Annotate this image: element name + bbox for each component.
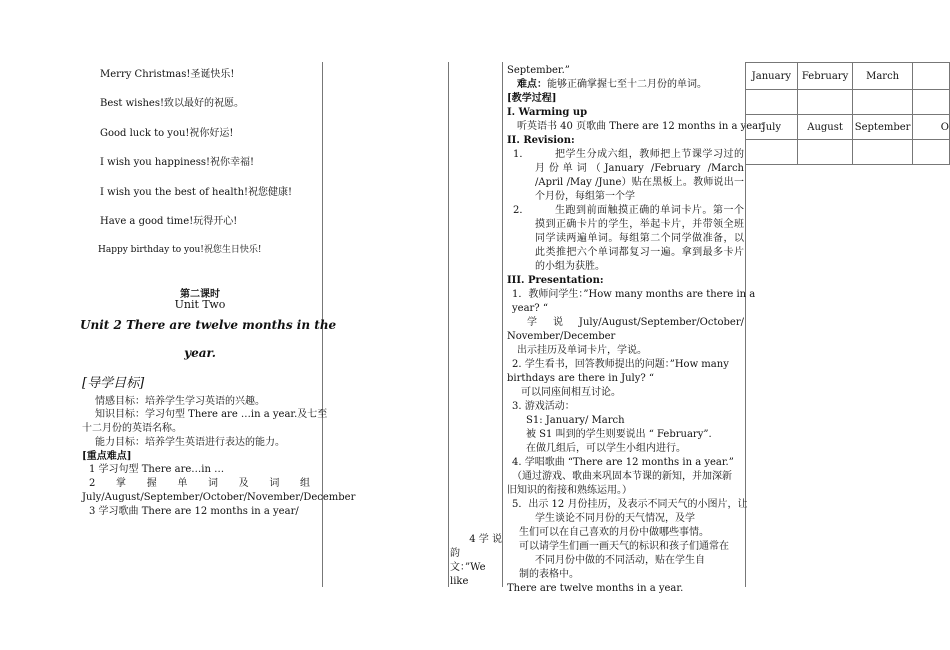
right-column xyxy=(507,64,765,596)
text-line: birthdays are there in July? “ xyxy=(507,373,655,384)
text-line: 2. 学生看书，回答教师提出的问题：”How many xyxy=(512,359,729,370)
difficulty-text: 能够正确掌握七至十二月份的单词。 xyxy=(547,79,707,90)
key-point-1: 1 学习句型 There are…in … xyxy=(89,464,225,475)
text-line: 学 说 July/August/September/October/ xyxy=(527,317,744,328)
text-line: September.” xyxy=(507,65,570,76)
objectives-heading: [导学目标] xyxy=(82,376,145,391)
month-cell: September xyxy=(853,115,913,140)
revision-step-1 xyxy=(507,148,744,204)
text-line: 3. 游戏活动： xyxy=(512,401,575,412)
key-point-2-months: July/August/September/October/November/December xyxy=(82,492,356,503)
objective-knowledge-cont: 十二月份的英语名称。 xyxy=(82,423,182,434)
text-line: 生们可以在自己喜欢的月份中做哪些事情。 xyxy=(519,527,709,538)
objective-ability: 能力目标：培养学生英语进行表达的能力。 xyxy=(95,437,285,448)
key-points-heading: [重点难点] xyxy=(82,451,132,462)
difficulty-label: 难点： xyxy=(517,79,547,90)
key-point-2-char: 掌 xyxy=(116,478,127,489)
text-line: year? “ xyxy=(512,303,548,314)
key-point-2-char: 单 xyxy=(177,478,188,489)
greeting-line: Best wishes!致以最好的祝愿。 xyxy=(100,98,244,109)
key-point-2-char: 握 xyxy=(146,478,157,489)
text-line: 被 S1 叫到的学生则要说出 “ February”. xyxy=(526,429,712,440)
text-line: There are twelve months in a year. xyxy=(507,583,684,594)
table-row xyxy=(746,90,950,115)
objective-knowledge: 知识目标：学习句型 There are …in a year.及七至 xyxy=(95,409,328,420)
month-cell: March xyxy=(853,63,913,90)
month-cell: August xyxy=(797,115,853,140)
empty-cell xyxy=(746,140,798,165)
greeting-line: I wish you the best of health!祝您健康! xyxy=(100,187,293,198)
text-line: 不同月份中做的不同活动，贴在学生自 xyxy=(535,555,705,566)
month-cell: O xyxy=(912,115,949,140)
text-line: November/December xyxy=(507,331,616,342)
unit-label: Unit Two xyxy=(174,298,226,311)
months-table xyxy=(745,62,950,165)
month-cell xyxy=(912,63,949,90)
empty-cell xyxy=(797,140,853,165)
presentation-heading: III. Presentation: xyxy=(507,275,604,286)
rhyme-label-line: 4 学 说 xyxy=(469,534,502,545)
step-text: 生跑到前面触摸正确的单词卡片。第一个摸到正确卡片的学生，举起卡片，并带领全班同学读两遍单词。每组第二个同学做准备，以此类推把六个单词都复习一遍。拿到最多卡片的小组为获胜。 xyxy=(535,205,744,272)
revision-step-2 xyxy=(507,204,744,274)
greeting-line: Happy birthday to you!祝您生日快乐! xyxy=(98,245,262,255)
rhyme-label xyxy=(450,533,502,589)
greeting-line: Have a good time!玩得开心! xyxy=(100,216,238,227)
process-heading: [教学过程] xyxy=(507,93,557,104)
key-point-2-char: 组 xyxy=(299,478,310,489)
empty-cell xyxy=(853,140,913,165)
warmup-text: 听英语书 40 页歌曲 There are 12 months in a year. xyxy=(517,121,765,132)
month-cell: January xyxy=(746,63,798,90)
text-line: 可以同座间相互讨论。 xyxy=(521,387,621,398)
step-number: 2． xyxy=(513,205,530,216)
text-line: 学生谈论不同月份的天气情况，及学 xyxy=(535,513,695,524)
table-row xyxy=(746,63,950,90)
key-point-2-char: 及 xyxy=(238,478,249,489)
text-line: （通过游戏、歌曲来巩固本节课的新知，并加深新 xyxy=(512,471,732,482)
greeting-line: I wish you happiness!祝你幸福! xyxy=(100,157,254,168)
warmup-heading: I. Warming up xyxy=(507,107,588,118)
text-line: 在做几组后，可以学生小组内进行。 xyxy=(526,443,686,454)
rhyme-label-line: 韵 xyxy=(450,548,460,559)
text-line: 4. 学唱歌曲 “There are 12 months in a year.” xyxy=(512,457,734,468)
key-point-2-char: 词 xyxy=(208,478,218,489)
greeting-line: Good luck to you!祝你好运! xyxy=(100,128,234,139)
objective-emotion: 情感目标：培养学生学习英语的兴趣。 xyxy=(95,396,265,407)
rhyme-label-line: like xyxy=(450,576,469,587)
step-text: 把学生分成六组，教师把上节课学习过的月份单词（January /February /March /April /May /June）贴在黑板上。教师说出一个月份，每组第一个学 xyxy=(535,149,744,202)
table-row xyxy=(746,140,950,165)
text-line: 制的表格中。 xyxy=(519,569,579,580)
key-point-2-char: 词 xyxy=(269,478,280,489)
empty-cell xyxy=(797,90,853,115)
table-row xyxy=(746,115,950,140)
text-line: 旧知识的衔接和熟练运用。） xyxy=(507,485,632,496)
text-line: 出示挂历及单词卡片，学说。 xyxy=(517,345,647,356)
key-point-2 xyxy=(89,477,310,491)
revision-heading: II. Revision: xyxy=(507,135,575,146)
text-line: 1．教师问学生：”How many months are there in a xyxy=(512,289,756,300)
difficulty-line xyxy=(507,78,744,92)
mid-column-left-border xyxy=(448,62,449,587)
empty-cell xyxy=(853,90,913,115)
empty-cell xyxy=(746,90,798,115)
mid-column-right-border xyxy=(502,62,503,587)
month-cell: February xyxy=(797,63,853,90)
greeting-line: Merry Christmas!圣诞快乐! xyxy=(100,69,235,80)
month-cell: July xyxy=(746,115,798,140)
key-point-2-char: 2 xyxy=(89,478,96,489)
empty-cell xyxy=(912,140,949,165)
text-line: S1: January/ March xyxy=(526,415,625,426)
empty-cell xyxy=(912,90,949,115)
step-number: 1． xyxy=(513,149,530,160)
key-point-3: 3 学习歌曲 There are 12 months in a year/ xyxy=(89,506,299,517)
text-line: 可以请学生们画一画天气的标识和孩子们通常在 xyxy=(519,541,729,552)
rhyme-label-line: 文：”We xyxy=(450,562,486,573)
unit-title-line1: Unit 2 There are twelve months in the xyxy=(80,318,337,332)
lesson-period: 第二课时 xyxy=(180,289,220,300)
unit-title-line2: year. xyxy=(184,346,216,360)
text-line: 5．出示 12 月份挂历，及表示不同天气的小图片，让 xyxy=(512,499,748,510)
